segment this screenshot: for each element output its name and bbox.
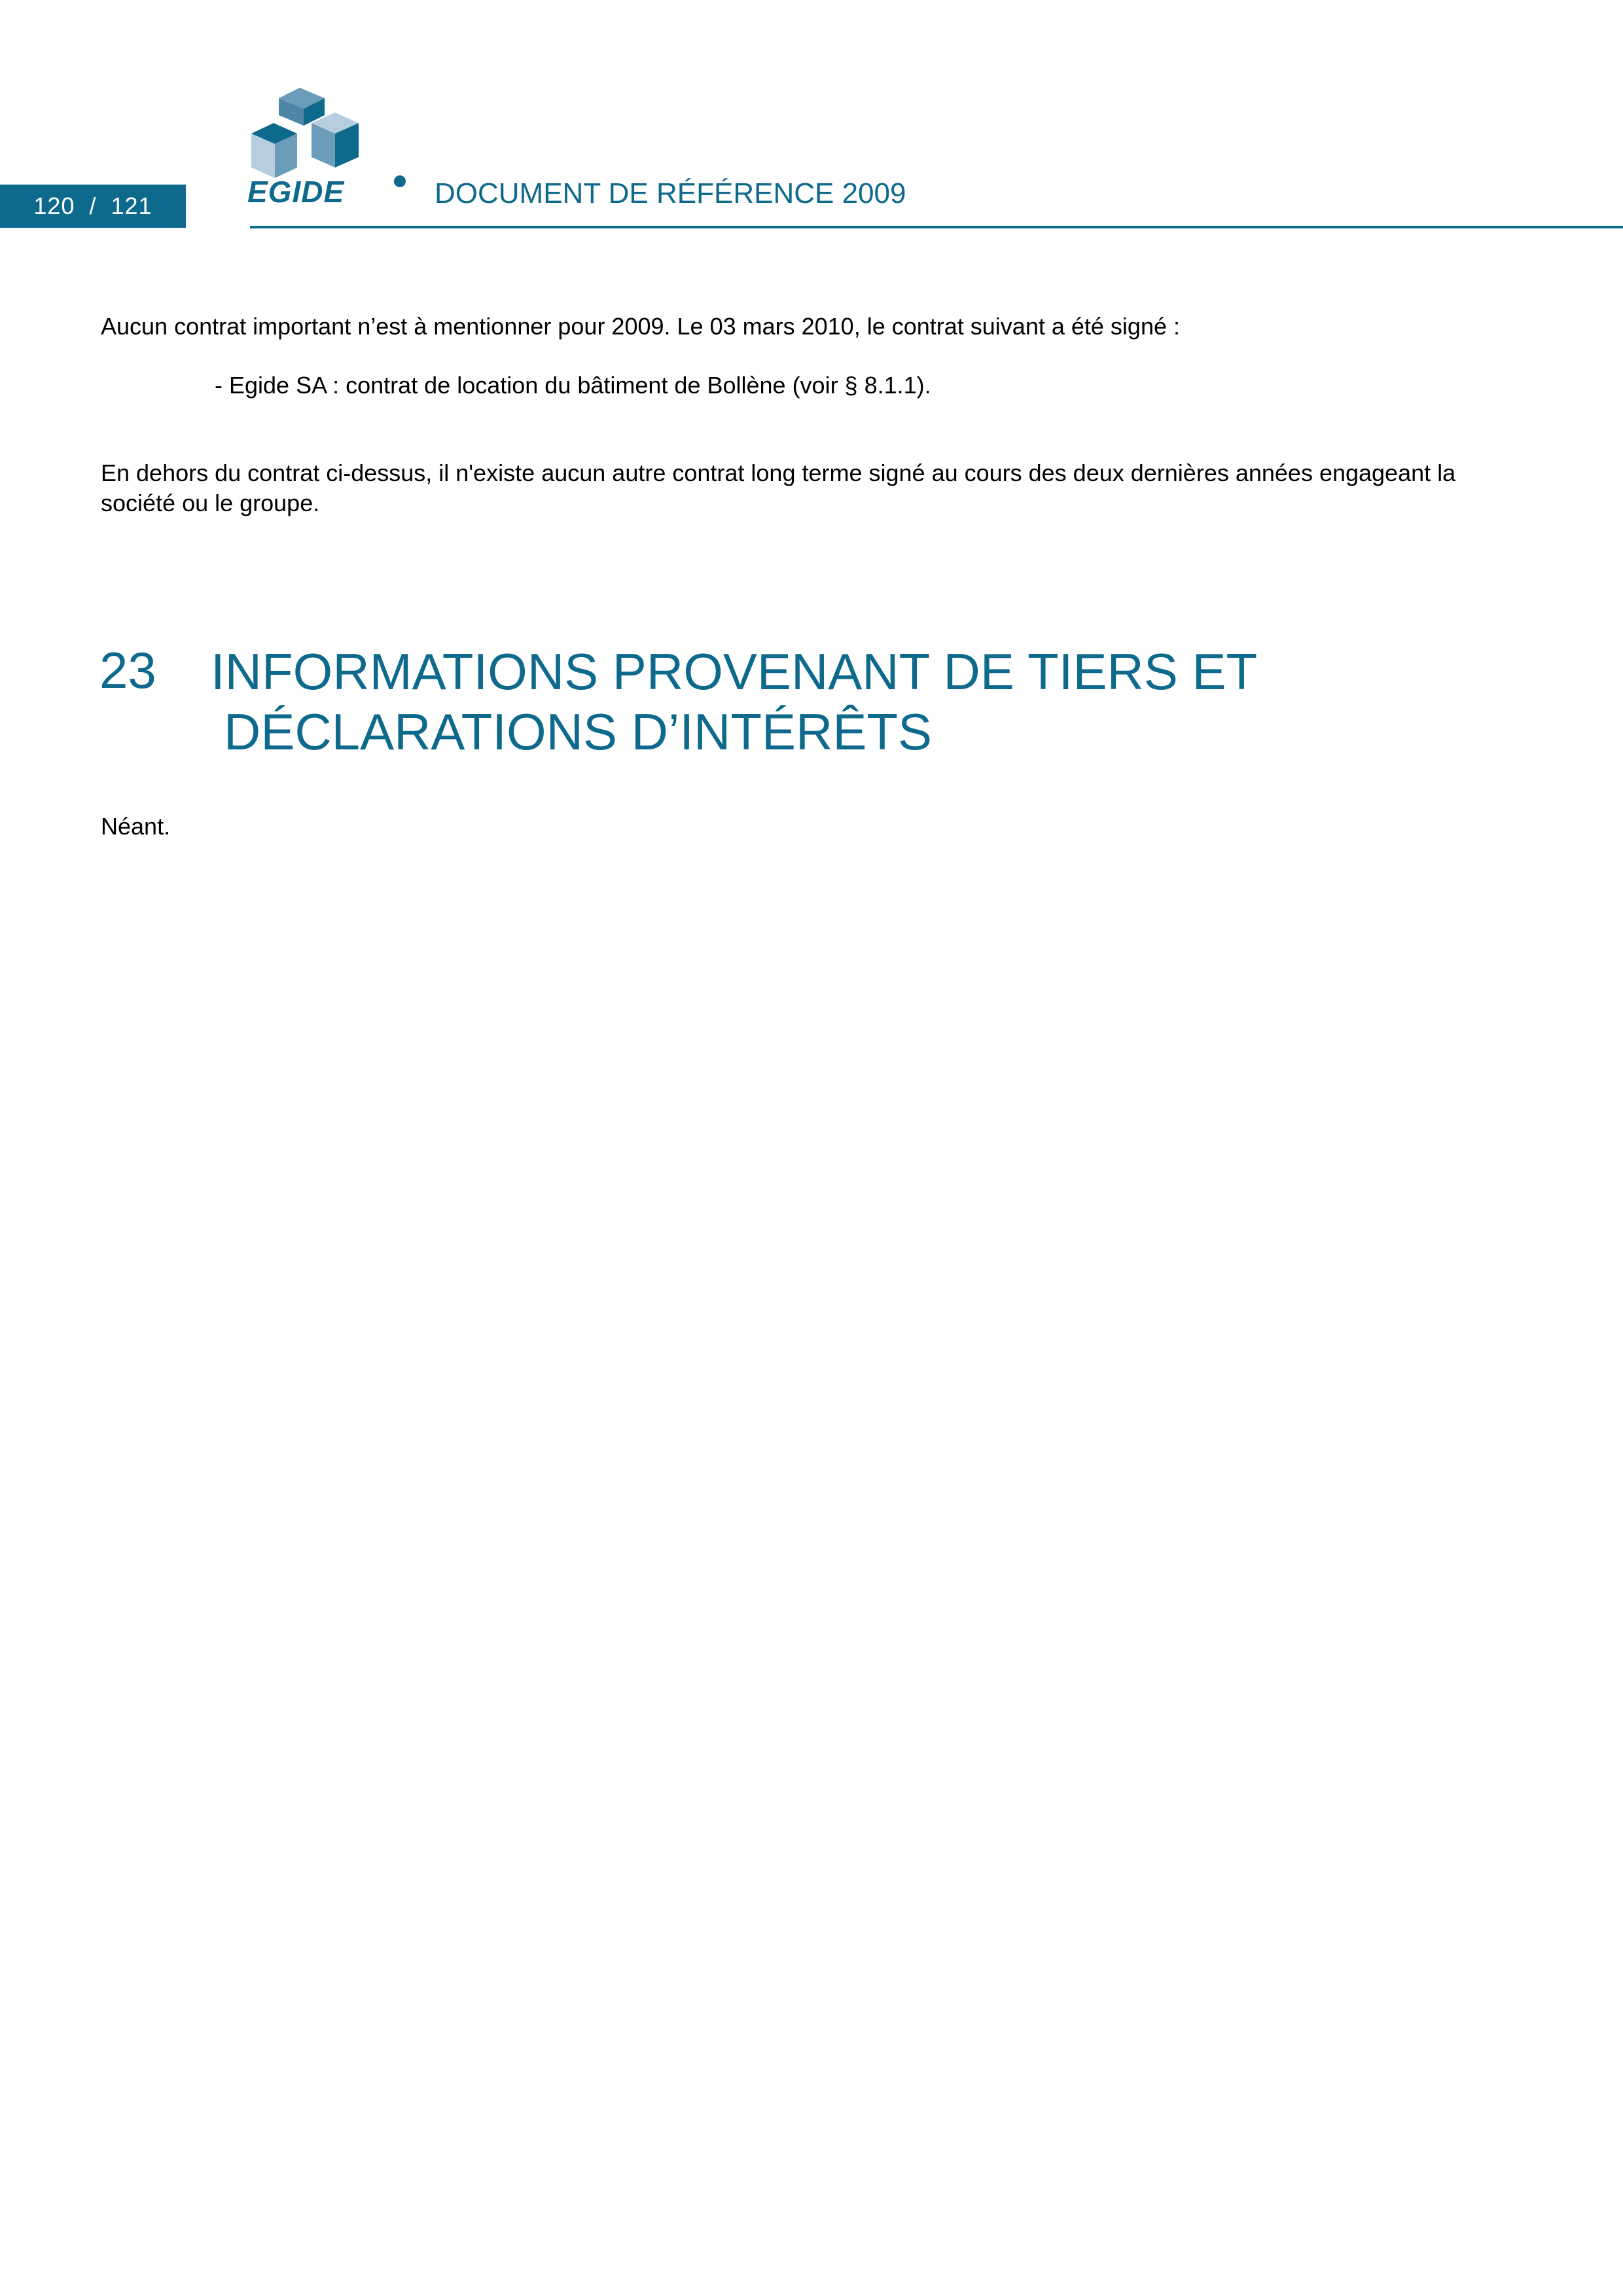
page-number-current: 120: [33, 192, 75, 219]
header-bullet: [394, 175, 406, 187]
section-title-line-1: INFORMATIONS PROVENANT DE TIERS ET: [211, 643, 1258, 700]
section-number: 23: [99, 641, 156, 699]
page-number-gap-1: [75, 192, 89, 219]
page-number-separator: /: [89, 192, 97, 219]
page-number-gap-2: [97, 192, 111, 219]
page-number-tab: [0, 185, 186, 228]
header-divider: [250, 226, 1623, 228]
brand-wordmark: EGIDE: [247, 175, 345, 209]
paragraph-no-other-contracts: En dehors du contrat ci-dessus, il n'existe aucun autre contrat long terme signé au cours des deux dernières années engageant la société ou le groupe.: [101, 459, 1456, 516]
page-number-total: 121: [111, 192, 152, 219]
paragraph-neant: Néant.: [101, 813, 171, 840]
section-title: [211, 641, 1454, 762]
document-title: DOCUMENT DE RÉFÉRENCE 2009: [435, 177, 906, 209]
section-title-line-2: DÉCLARATIONS D’INTÉRÊTS: [224, 703, 933, 761]
list-item-egide-contract: - Egide SA : contrat de location du bâtiment de Bollène (voir § 8.1.1).: [215, 372, 931, 399]
paragraph-contracts-2009: Aucun contrat important n’est à mentionner pour 2009. Le 03 mars 2010, le contrat suivant a été signé :: [101, 313, 1180, 340]
